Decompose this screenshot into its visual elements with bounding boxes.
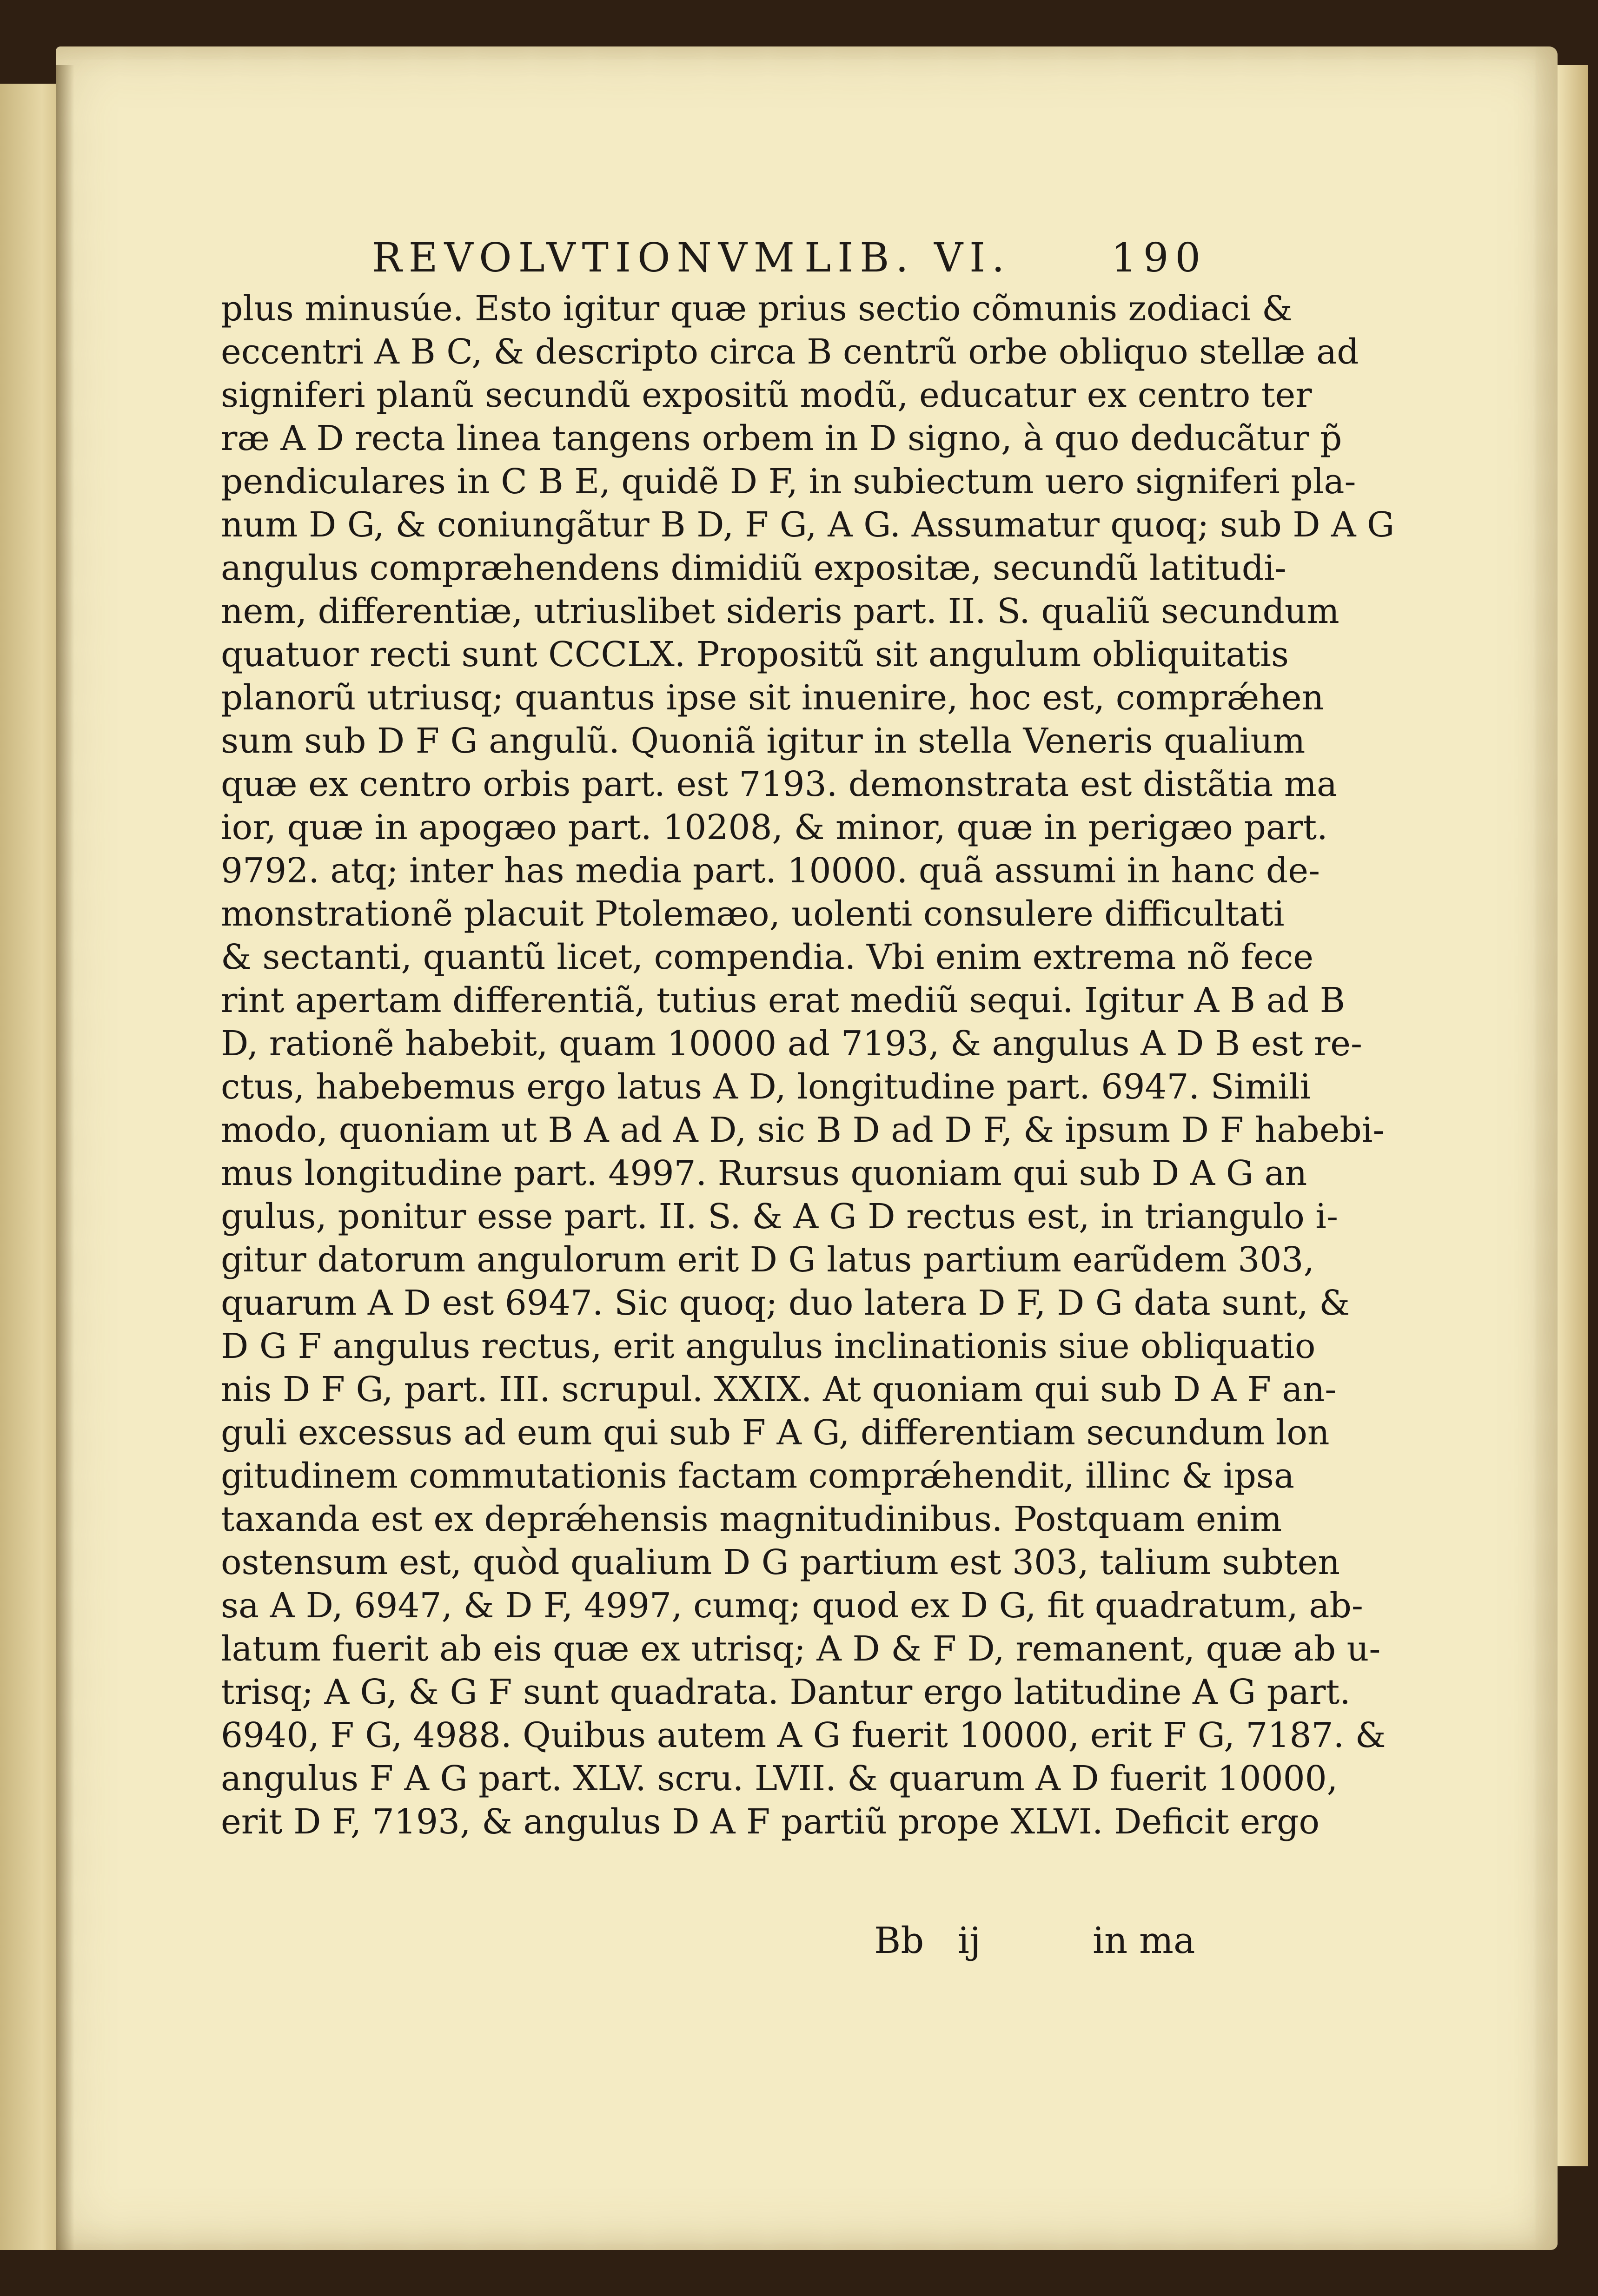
text-line: trisq; A G, & G F sunt quadrata. Dantur ergo latitudine A G part. <box>221 1672 1351 1712</box>
text-line: latum fuerit ab eis quæ ex utrisq; A D & F D, remanent, quæ ab u- <box>221 1629 1381 1669</box>
text-line: monstrationẽ placuit Ptolemæo, uolenti consulere difficultati <box>221 894 1285 934</box>
catchword: in ma <box>1093 1920 1195 1962</box>
text-line: D, rationẽ habebit, quam 10000 ad 7193, & angulus A D B est re- <box>221 1024 1363 1064</box>
folio-number: 190 <box>1111 235 1207 281</box>
text-line: guli excessus ad eum qui sub F A G, differentiam secundum lon <box>221 1413 1330 1453</box>
text-line: signiferi planũ secundũ expositũ modũ, educatur ex centro ter <box>221 375 1312 415</box>
text-line: 6940, F G, 4988. Quibus autem A G fuerit 10000, erit F G, 7187. & <box>221 1715 1386 1755</box>
text-line: ior, quæ in apogæo part. 10208, & minor, quæ in perigæo part. <box>221 807 1328 847</box>
text-line: plus minusúe. Esto igitur quæ prius sectio cõmunis zodiaci & <box>221 289 1293 329</box>
signature-line <box>874 1915 1227 1966</box>
running-head <box>372 232 1209 284</box>
text-line: num D G, & coniungãtur B D, F G, A G. Assumatur quoq; sub D A G <box>221 505 1395 545</box>
text-line: modo, quoniam ut B A ad A D, sic B D ad D F, & ipsum D F habebi- <box>221 1110 1385 1150</box>
text-line: D G F angulus rectus, erit angulus inclinationis siue obliquatio <box>221 1326 1316 1366</box>
text-line: angulus F A G part. XLV. scru. LVII. & quarum A D fuerit 10000, <box>221 1759 1338 1799</box>
text-line: nem, differentiæ, utriuslibet sideris part. II. S. qualiũ secundum <box>221 591 1339 631</box>
text-line: sa A D, 6947, & D F, 4997, cumq; quod ex D G, fit quadratum, ab- <box>221 1586 1363 1626</box>
text-line: gulus, ponitur esse part. II. S. & A G D rectus est, in triangulo i- <box>221 1197 1338 1237</box>
text-line: erit D F, 7193, & angulus D A F partiũ prope XLVI. Deficit ergo <box>221 1802 1320 1842</box>
signature-mark: Bb <box>874 1920 924 1962</box>
text-line: angulus compræhendens dimidiũ expositæ, secundũ latitudi- <box>221 548 1286 588</box>
text-line: sum sub D F G angulũ. Quoniã igitur in stella Veneris qualium <box>221 721 1306 761</box>
text-line: gitudinem commutationis factam comprǽhendit, illinc & ipsa <box>221 1456 1294 1496</box>
text-line: pendiculares in C B E, quidẽ D F, in subiectum uero signiferi pla- <box>221 462 1356 502</box>
text-line: rint apertam differentiã, tutius erat mediũ sequi. Igitur A B ad B <box>221 980 1345 1020</box>
running-head-book: LIB. VI. <box>804 235 1011 281</box>
text-line: planorũ utriusq; quantus ipse sit inuenire, hoc est, comprǽhen <box>221 678 1324 718</box>
text-line: quæ ex centro orbis part. est 7193. demonstrata est distãtia ma <box>221 764 1338 804</box>
text-line: ræ A D recta linea tangens orbem in D signo, à quo deducãtur p̃ <box>221 418 1342 458</box>
text-line: & sectanti, quantũ licet, compendia. Vbi enim extrema nõ fece <box>221 937 1314 977</box>
text-line: quatuor recti sunt CCCLX. Propositũ sit angulum obliquitatis <box>221 635 1289 675</box>
body-text <box>221 287 1395 1919</box>
text-line: ctus, habebemus ergo latus A D, longitudine part. 6947. Simili <box>221 1067 1311 1107</box>
text-line: 9792. atq; inter has media part. 10000. quã assumi in hanc de- <box>221 851 1320 891</box>
page-gutter-shadow <box>56 65 74 2250</box>
text-line: taxanda est ex deprǽhensis magnitudinibus. Postquam enim <box>221 1499 1282 1539</box>
signature-leaf: ij <box>958 1920 981 1962</box>
text-line: nis D F G, part. III. scrupul. XXIX. At quoniam qui sub D A F an- <box>221 1370 1337 1409</box>
text-line: mus longitudine part. 4997. Rursus quoniam qui sub D A G an <box>221 1153 1307 1193</box>
text-line: gitur datorum angulorum erit D G latus partium earũdem 303, <box>221 1240 1315 1280</box>
text-line: ostensum est, quòd qualium D G partium est 303, talium subten <box>221 1542 1340 1582</box>
running-head-title: REVOLVTIONVM <box>372 235 801 281</box>
text-line: quarum A D est 6947. Sic quoq; duo latera D F, D G data sunt, & <box>221 1283 1350 1323</box>
text-line: eccentri A B C, & descripto circa B centrũ orbe obliquo stellæ ad <box>221 332 1359 372</box>
